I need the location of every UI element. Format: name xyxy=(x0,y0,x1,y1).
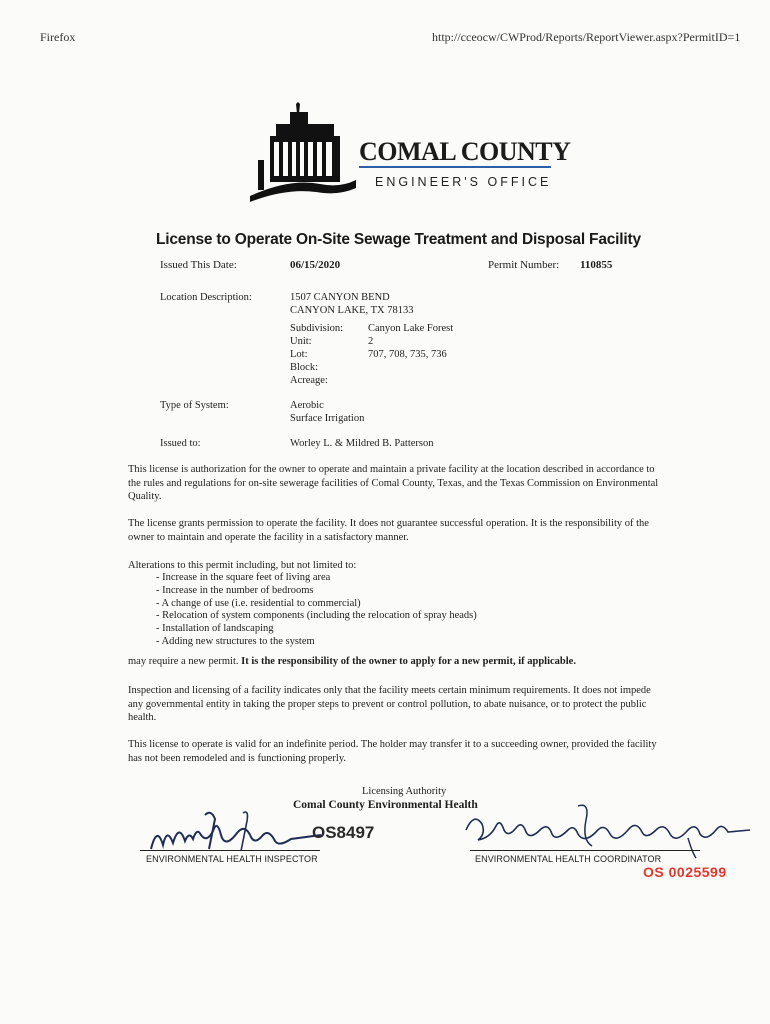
coordinator-signature xyxy=(460,800,760,860)
subdivision-value: Canyon Lake Forest xyxy=(368,323,454,334)
validity-paragraph: This license to operate is valid for an indefinite period. The holder may transfer it to a succeeding owner, provided the facility has not been remodeled and is functioning properly. xyxy=(128,739,657,764)
authorization-paragraph: This license is authorization for the owner to operate and maintain a private facility at the location described in accordance to the rules and regulations for on-site sewerage facilities of Comal County, Texas, and the Texas Commission on Environmental Quality. xyxy=(128,464,659,503)
lot-label: Lot: xyxy=(290,349,308,360)
inspection-paragraph: Inspection and licensing of a facility indicates only that the facility meets certain minimum requirements. It does not impede any governmental entity in taking the proper steps to prevent or control pollution, to abate nuisance, or to protect the public health. xyxy=(128,685,651,724)
alterations-closing xyxy=(128,655,688,669)
lot-value: 707, 708, 735, 736 xyxy=(368,349,447,360)
address-line-1: 1507 CANYON BEND xyxy=(290,292,390,303)
list-item: - A change of use (i.e. residential to commercial) xyxy=(156,598,576,611)
alterations-list xyxy=(156,572,576,649)
logo-subtitle: ENGINEER'S OFFICE xyxy=(375,175,552,189)
unit-label: Unit: xyxy=(290,336,312,347)
list-item: - Relocation of system components (including the relocation of spray heads) xyxy=(156,610,576,623)
location-label: Location Description: xyxy=(160,292,252,303)
acreage-label: Acreage: xyxy=(290,375,328,386)
inspector-signature-line xyxy=(140,850,320,851)
permission-paragraph: The license grants permission to operate the facility. It does not guarantee successful operation. It is the responsibility of the owner to maintain and operate the facility in a satisfactory manner. xyxy=(128,518,649,543)
issued-date-value: 06/15/2020 xyxy=(290,259,341,271)
alterations-responsibility: It is the responsibility of the owner to apply for a new permit, if applicable. xyxy=(241,656,576,667)
list-item: - Adding new structures to the system xyxy=(156,636,576,649)
courthouse-logo xyxy=(250,100,360,202)
alterations-intro: Alterations to this permit including, but not limited to: xyxy=(128,560,357,571)
coordinator-signature-line xyxy=(470,850,700,851)
logo-divider xyxy=(359,166,551,168)
authority-name: Comal County Environmental Health xyxy=(293,799,478,811)
list-item: - Installation of landscaping xyxy=(156,623,576,636)
system-line-2: Surface Irrigation xyxy=(290,413,365,424)
licensing-authority-label: Licensing Authority xyxy=(362,786,447,797)
coordinator-title: ENVIRONMENTAL HEALTH COORDINATOR xyxy=(475,854,662,864)
unit-value: 2 xyxy=(368,336,374,347)
document-title: License to Operate On-Site Sewage Treatment and Disposal Facility xyxy=(156,231,641,248)
system-label: Type of System: xyxy=(160,400,229,411)
list-item: - Increase in the square feet of living area xyxy=(156,572,576,585)
subdivision-label: Subdivision: xyxy=(290,323,344,334)
issued-to-value: Worley L. & Mildred B. Patterson xyxy=(290,438,434,449)
address-line-2: CANYON LAKE, TX 78133 xyxy=(290,305,414,316)
issued-date-label: Issued This Date: xyxy=(160,259,237,271)
inspector-title: ENVIRONMENTAL HEALTH INSPECTOR xyxy=(146,854,318,864)
page-url: http://cceocw/CWProd/Reports/ReportViewer.aspx?PermitID=1 xyxy=(432,30,741,44)
logo-title: COMAL COUNTY xyxy=(359,137,571,166)
permit-number-label: Permit Number: xyxy=(488,259,560,271)
coordinator-license-number: OS 0025599 xyxy=(643,864,727,880)
browser-name: Firefox xyxy=(40,30,76,44)
block-label: Block: xyxy=(290,362,318,373)
alterations-outro: may require a new permit. xyxy=(128,656,239,667)
issued-to-label: Issued to: xyxy=(160,438,201,449)
inspector-license-number: OS8497 xyxy=(312,823,375,842)
list-item: - Increase in the number of bedrooms xyxy=(156,585,576,598)
permit-number-value: 110855 xyxy=(580,259,613,271)
system-line-1: Aerobic xyxy=(290,400,324,411)
